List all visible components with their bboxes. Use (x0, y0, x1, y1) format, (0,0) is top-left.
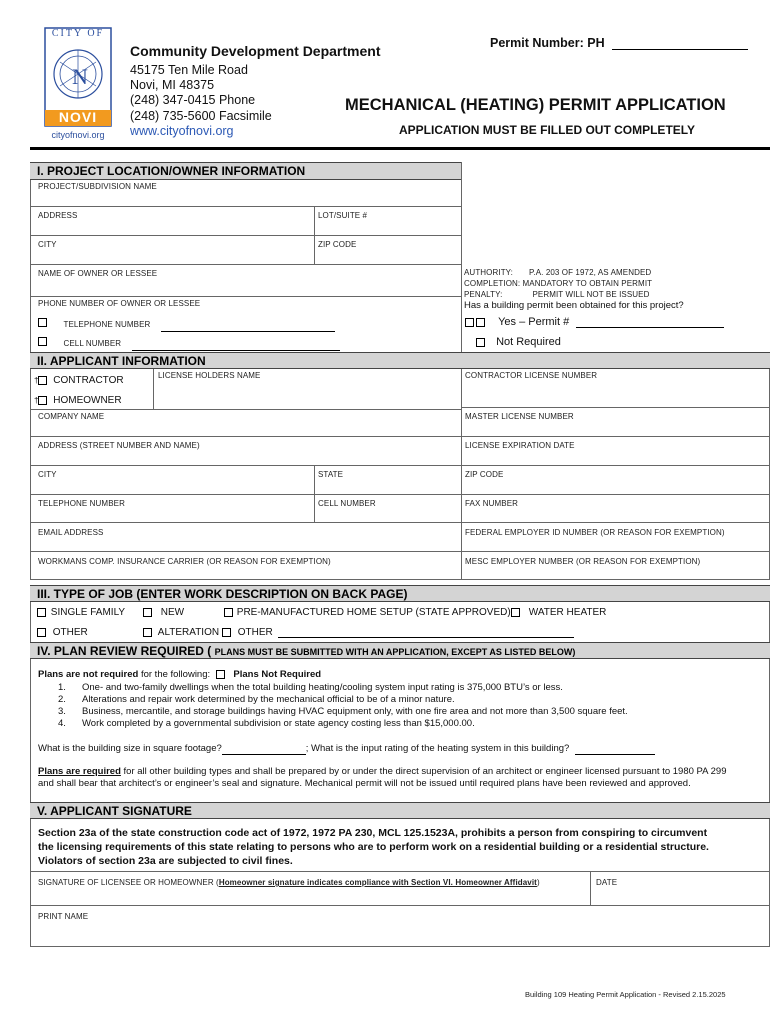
logo-novi-text: NOVI (58, 109, 98, 125)
other2-checkbox[interactable] (222, 628, 231, 637)
project-name-label: PROJECT/SUBDIVISION NAME (38, 182, 157, 191)
yes-permit-checkbox-a[interactable] (465, 318, 474, 327)
water-heater-row (511, 607, 606, 618)
exemption-item: 2. Alterations and repair work determined by the mechanical official to be of a minor nature. (58, 694, 455, 705)
alteration-row (143, 627, 219, 638)
telephone-line[interactable] (161, 321, 335, 332)
water-heater-label: WATER HEATER (528, 607, 607, 618)
logo-top-text: CITY OF (51, 28, 105, 39)
cell-line[interactable] (132, 340, 340, 351)
plans-not-required-line (38, 669, 321, 681)
department-phone: (248) 347-0415 Phone (130, 93, 256, 107)
other-checkbox[interactable] (37, 628, 46, 637)
building-permit-question: Has a building permit been obtained for this project? (464, 300, 684, 311)
signature-note: Homeowner signature indicates compliance with Section VI. Homeowner Affidavit (218, 878, 537, 887)
applicant-address-label: ADDRESS (STREET NUMBER AND NAME) (38, 441, 200, 450)
exemption-item: 3. Business, mercantile, and storage buildings having HVAC equipment only, with one fire area and not more than 3,500 square feet. (58, 706, 628, 717)
owner-name-label: NAME OF OWNER OR LESSEE (38, 269, 158, 278)
cell-row (38, 333, 340, 351)
signature-label-text: SIGNATURE OF LICENSEE OR HOMEOWNER ( (38, 878, 219, 887)
building-size-question-row (38, 743, 655, 755)
section-2-header: II. APPLICANT INFORMATION (30, 352, 770, 369)
permit-number-label: Permit Number: PH (490, 36, 605, 50)
city-logo (42, 26, 114, 146)
header-rule (30, 147, 770, 150)
contractor-row: † CONTRACTOR (34, 375, 124, 386)
company-name-label: COMPANY NAME (38, 412, 105, 421)
other-label: OTHER (52, 627, 88, 638)
single-family-row (37, 607, 125, 618)
telephone-row (38, 314, 335, 332)
homeowner-checkbox[interactable] (38, 396, 47, 405)
contractor-label: CONTRACTOR (53, 375, 124, 386)
applicant-telephone-label: TELEPHONE NUMBER (38, 499, 125, 508)
section-3-header: III. TYPE OF JOB (ENTER WORK DESCRIPTION ON BACK PAGE) (30, 585, 770, 602)
not-required-checkbox[interactable] (476, 338, 485, 347)
new-label: NEW (160, 607, 185, 618)
section-1-header: I. PROJECT LOCATION/OWNER INFORMATION (30, 162, 461, 180)
department-address-2: Novi, MI 48375 (130, 78, 215, 92)
applicant-state-label: STATE (318, 470, 344, 479)
applicant-zip-label: ZIP CODE (465, 470, 504, 479)
yes-permit-label: Yes – Permit # (498, 316, 570, 328)
signature-field[interactable] (31, 890, 589, 904)
workmans-comp-label: WORKMANS COMP. INSURANCE CARRIER (OR REASON FOR EXEMPTION) (38, 557, 331, 566)
other2-row (222, 627, 574, 638)
plans-not-required-phrase: Plans are not required (38, 669, 139, 680)
signature-label: SIGNATURE OF LICENSEE OR HOMEOWNER (Homeowner signature indicates compliance with Section VI. Homeowner Affidavit) (38, 878, 540, 887)
permit-number-field[interactable] (490, 36, 748, 50)
authority-text: AUTHORITY: P.A. 203 OF 1972, AS AMENDED (464, 268, 652, 277)
alteration-checkbox[interactable] (143, 628, 152, 637)
single-family-checkbox[interactable] (37, 608, 46, 617)
plans-not-required-checkbox[interactable] (216, 670, 225, 679)
building-size-line[interactable] (222, 744, 306, 755)
yes-permit-checkbox[interactable] (476, 318, 485, 327)
permit-number-line[interactable] (612, 37, 748, 50)
section-23a-statement: Section 23a of the state construction code act of 1972, 1972 PA 230, MCL 125.1523A, prohibits a person from conspiring to circumvent the licensing requirements of this state relating to persons who are to perform work on a residential building or a residential structure. Violators of section 23a are subjected to civil fines. (38, 827, 709, 867)
department-website-link[interactable]: www.cityofnovi.org (130, 124, 234, 138)
new-row (143, 607, 184, 618)
plans-required-text: for all other building types and shall be prepared by or under the direct supervision of an architect or engineer licensed pursuant to 1980 PA 299 and shall bear that architect’s or engineer’s seal and signature. Mechanical permit will not be issued until required plans have been reviewed and approved. (38, 766, 727, 789)
completion-text: COMPLETION: MANDATORY TO OBTAIN PERMIT (464, 279, 653, 288)
premanufactured-label: PRE-MANUFACTURED HOME SETUP (STATE APPROVED) (236, 607, 511, 618)
svg-text:N: N (72, 64, 88, 89)
telephone-label: TELEPHONE NUMBER (63, 320, 151, 329)
license-holder-label: LICENSE HOLDERS NAME (158, 371, 261, 380)
telephone-checkbox[interactable] (38, 318, 47, 327)
single-family-label: SINGLE FAMILY (50, 607, 126, 618)
section-4-header (30, 642, 770, 659)
address-label: ADDRESS (38, 211, 78, 220)
alteration-label: ALTERATION (157, 627, 220, 638)
premanufactured-row (224, 607, 511, 618)
not-required-row (476, 336, 561, 348)
premanufactured-checkbox[interactable] (224, 608, 233, 617)
form-title: MECHANICAL (HEATING) PERMIT APPLICATION (345, 96, 726, 114)
cell-checkbox[interactable] (38, 337, 47, 346)
fein-label: FEDERAL EMPLOYER ID NUMBER (OR REASON FOR EXEMPTION) (465, 528, 725, 537)
applicant-city-label: CITY (38, 470, 57, 479)
mesc-label: MESC EMPLOYER NUMBER (OR REASON FOR EXEMPTION) (465, 557, 701, 566)
license-expiration-label: LICENSE EXPIRATION DATE (465, 441, 575, 450)
city-seal-icon (42, 26, 114, 146)
building-permit-number-line[interactable] (576, 316, 724, 328)
section-4-title-note: PLANS MUST BE SUBMITTED WITH AN APPLICATION, EXCEPT AS LISTED BELOW) (214, 647, 576, 657)
form-subtitle: APPLICATION MUST BE FILLED OUT COMPLETELY (399, 123, 696, 137)
section-5-header: V. APPLICANT SIGNATURE (30, 802, 770, 819)
print-name-label: PRINT NAME (38, 912, 89, 921)
print-name-field[interactable] (31, 924, 768, 944)
homeowner-row: † HOMEOWNER (34, 395, 122, 406)
cell-label: CELL NUMBER (63, 339, 122, 348)
exemption-item: 1. One- and two-family dwellings when the total building heating/cooling system input rating is 375,000 BTU’s or less. (58, 682, 563, 693)
plans-not-required-checkbox-label: Plans Not Required (233, 669, 322, 680)
lot-suite-label: LOT/SUITE # (318, 211, 368, 220)
city-label: CITY (38, 240, 57, 249)
department-name: Community Development Department (130, 43, 381, 59)
exemption-list (58, 682, 758, 730)
department-address-1: 45175 Ten Mile Road (130, 63, 248, 77)
plans-required-phrase: Plans are required (38, 766, 121, 777)
zip-label: ZIP CODE (318, 240, 357, 249)
date-label: DATE (596, 878, 618, 887)
date-field[interactable] (592, 890, 768, 904)
exemption-item: 4. Work completed by a governmental subdivision or state agency costing less than $15,000.00. (58, 718, 475, 729)
homeowner-label: HOMEOWNER (53, 395, 122, 406)
input-rating-line[interactable] (575, 744, 655, 755)
footer-revision: Building 109 Heating Permit Application - Revised 2.15.2025 (525, 990, 726, 999)
building-size-question: What is the building size in square footage? (38, 743, 222, 754)
owner-phone-label: PHONE NUMBER OF OWNER OR LESSEE (38, 299, 201, 308)
input-rating-question: ; What is the input rating of the heating system in this building? (305, 743, 570, 754)
plans-not-required-for: for the following: (140, 669, 211, 680)
plans-required-paragraph (38, 766, 732, 790)
other-description-line[interactable] (278, 627, 574, 638)
other-row (37, 627, 88, 638)
penalty-text: PENALTY: PERMIT WILL NOT BE ISSUED (464, 290, 650, 299)
other2-label: OTHER (237, 627, 273, 638)
yes-permit-row (465, 316, 724, 328)
logo-url-text: cityofnovi.org (51, 130, 105, 140)
department-fax: (248) 735-5600 Facsimile (130, 109, 272, 123)
contractor-license-label: CONTRACTOR LICENSE NUMBER (465, 371, 598, 380)
water-heater-checkbox[interactable] (511, 608, 520, 617)
applicant-cell-label: CELL NUMBER (318, 499, 376, 508)
not-required-label: Not Required (496, 336, 561, 348)
master-license-label: MASTER LICENSE NUMBER (465, 412, 574, 421)
email-label: EMAIL ADDRESS (38, 528, 104, 537)
contractor-checkbox[interactable] (38, 376, 47, 385)
applicant-fax-label: FAX NUMBER (465, 499, 519, 508)
new-checkbox[interactable] (143, 608, 152, 617)
section-4-title: IV. PLAN REVIEW REQUIRED ( (37, 644, 212, 658)
